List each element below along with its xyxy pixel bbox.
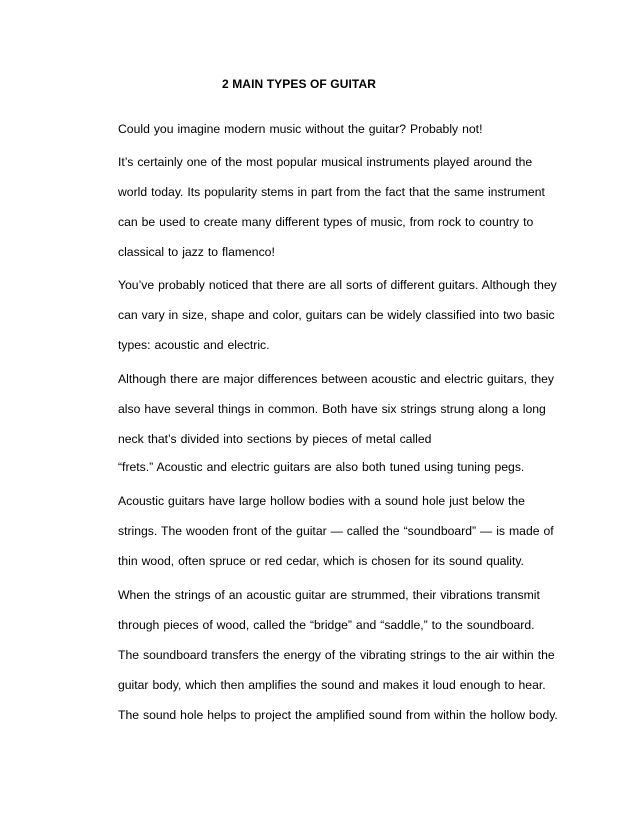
text-line: also have several things in common. Both have six strings strung along a long <box>118 402 546 416</box>
text-line: strings. The wooden front of the guitar — called the “soundboard” — is made of <box>118 524 554 538</box>
text-line: thin wood, often spruce or red cedar, which is chosen for its sound quality. <box>118 554 524 568</box>
text-line: types: acoustic and electric. <box>118 338 270 352</box>
text-line: You’ve probably noticed that there are all sorts of different guitars. Although they <box>118 278 557 292</box>
text-line: classical to jazz to flamenco! <box>118 245 275 259</box>
text-line: When the strings of an acoustic guitar are strummed, their vibrations transmit <box>118 588 540 602</box>
text-line: Could you imagine modern music without the guitar? Probably not! <box>118 122 483 136</box>
text-line: guitar body, which then amplifies the sound and makes it loud enough to hear. <box>118 678 546 692</box>
text-line: It’s certainly one of the most popular musical instruments played around the <box>118 155 533 169</box>
text-line: world today. Its popularity stems in part from the fact that the same instrument <box>118 185 545 199</box>
text-line: can be used to create many different types of music, from rock to country to <box>118 215 534 229</box>
text-line: neck that’s divided into sections by pieces of metal called <box>118 432 432 446</box>
text-line: “frets.” Acoustic and electric guitars are also both tuned using tuning pegs. <box>118 460 525 474</box>
text-line: Acoustic guitars have large hollow bodies with a sound hole just below the <box>118 494 525 508</box>
document-title: 2 MAIN TYPES OF GUITAR <box>222 77 376 91</box>
text-line: through pieces of wood, called the “bridge” and “saddle,” to the soundboard. <box>118 618 535 632</box>
text-line: The sound hole helps to project the amplified sound from within the hollow body. <box>118 708 558 722</box>
text-line: can vary in size, shape and color, guitars can be widely classified into two basic <box>118 308 555 322</box>
text-line: Although there are major differences between acoustic and electric guitars, they <box>118 372 554 386</box>
text-line: The soundboard transfers the energy of the vibrating strings to the air within the <box>118 648 555 662</box>
